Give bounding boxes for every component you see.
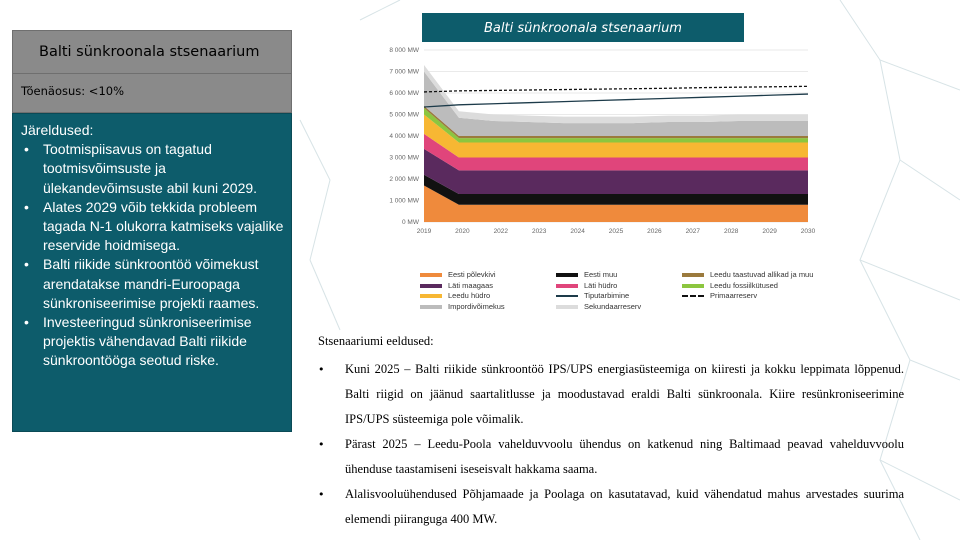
legend-label: Leedu taastuvad allikad ja muu — [710, 270, 814, 279]
legend-label: Eesti põlevkivi — [448, 270, 496, 279]
legend-item — [682, 291, 757, 300]
y-tick-label: 4 000 MW — [389, 133, 419, 140]
assumptions-heading: Stsenaariumi eeldused: — [318, 334, 434, 348]
conclusion-item: • Tootmispiisavus on tagatud tootmisvõimsuste ja ülekandevõimsuste abil kuni 2029. — [21, 140, 287, 198]
capacity-chart — [370, 40, 820, 238]
legend-label: Leedu fossiilkütused — [710, 280, 778, 290]
conclusion-item: • Investeeringud sünkroniseerimise projektis vähendavad Balti riikide sünkroontööga seotud riske. — [21, 313, 287, 371]
conclusions-heading: Järeldused: — [21, 122, 94, 138]
x-tick-label: 2027 — [685, 228, 701, 235]
legend-swatch — [420, 294, 442, 298]
legend-item — [420, 281, 493, 290]
scenario-title: Balti sünkroonala stsenaarium — [12, 30, 292, 74]
legend-swatch — [682, 295, 704, 297]
chart-legend — [420, 270, 840, 328]
legend-item — [420, 302, 505, 311]
assumption-item: • Pärast 2025 – Leedu-Poola vahelduvvoolu ühendus on katkenud ning Baltimaad peavad vahelduvvoolu ühenduse taastamiseni iseseisvalt hakkama saama. — [318, 432, 918, 482]
x-tick-label: 2019 — [416, 228, 432, 235]
y-tick-label: 7 000 MW — [389, 68, 419, 76]
legend-swatch — [420, 284, 442, 288]
legend-item — [682, 270, 813, 279]
y-tick-label: 8 000 MW — [389, 47, 419, 54]
y-tick-label: 1 000 MW — [389, 197, 419, 205]
conclusions-panel — [12, 113, 292, 432]
assumption-item: • Kuni 2025 – Balti riikide sünkroontöö IPS/UPS energiasüsteemiga on kiiresti ja kokku leppimata lõppenud. Balti riigid on jäänud saartalitlusse ja moodustavad eraldi Balti sünkroonala. Kiire resünkroniseerimine IPS/UPS süsteemiga pole võimalik. — [318, 357, 918, 432]
legend-swatch — [556, 305, 578, 309]
legend-label: Eesti muu — [584, 270, 618, 279]
legend-item — [556, 281, 617, 290]
y-tick-label: 0 MW — [402, 219, 419, 226]
legend-swatch — [682, 273, 704, 277]
legend-item — [556, 291, 629, 300]
x-tick-label: 2028 — [723, 228, 739, 235]
legend-item — [682, 281, 778, 290]
x-tick-label: 2029 — [762, 228, 777, 235]
assumption-item: • Alalisvooluühendused Põhjamaade ja Poolaga on kasutatavad, kuid vähendatud mahus arvestades suurima elemendi piiranguga 400 MW. — [318, 482, 918, 532]
y-tick-label: 2 000 MW — [389, 176, 419, 183]
legend-item — [420, 270, 496, 279]
legend-label: Tiputarbimine — [584, 291, 630, 300]
y-tick-label: 6 000 MW — [389, 90, 419, 97]
legend-item — [556, 302, 641, 311]
legend-label: Impordivõimekus — [448, 301, 505, 311]
line-series — [424, 94, 808, 107]
x-tick-label: 2023 — [531, 228, 547, 235]
probability-label: Tõenäosus: <10% — [12, 74, 292, 113]
assumptions-list — [318, 357, 918, 532]
legend-label: Läti hüdro — [584, 280, 618, 290]
x-tick-label: 2025 — [608, 228, 624, 235]
line-series — [424, 86, 808, 92]
legend-item — [556, 270, 617, 279]
conclusion-item: • Balti riikide sünkroontöö võimekust arendatakse mandri-Euroopaga sünkroniseerimise projekti raames. — [21, 255, 287, 313]
x-tick-label: 2022 — [493, 228, 509, 235]
legend-label: Leedu hüdro — [448, 291, 491, 300]
legend-swatch — [420, 305, 442, 309]
legend-swatch — [556, 295, 578, 297]
scenario-assumptions — [318, 334, 918, 532]
legend-label: Primaarreserv — [710, 291, 758, 300]
y-tick-label: 3 000 MW — [389, 154, 419, 162]
x-tick-label: 2030 — [800, 228, 816, 235]
legend-swatch — [682, 284, 704, 288]
conclusions-list — [21, 140, 287, 370]
legend-swatch — [556, 284, 578, 288]
legend-swatch — [556, 273, 578, 277]
conclusion-item: • Alates 2029 võib tekkida probleem tagada N-1 olukorra katmiseks vajalike reservide hoidmisega. — [21, 198, 287, 256]
legend-label: Läti maagaas — [448, 280, 494, 290]
legend-item — [420, 291, 490, 300]
x-tick-label: 2024 — [570, 228, 585, 235]
legend-swatch — [420, 273, 442, 277]
x-tick-label: 2026 — [647, 228, 662, 235]
legend-label: Sekundaarreserv — [584, 301, 642, 311]
y-tick-label: 5 000 MW — [389, 111, 419, 119]
x-tick-label: 2020 — [455, 228, 470, 235]
chart-title: Balti sünkroonala stsenaarium — [422, 13, 744, 42]
